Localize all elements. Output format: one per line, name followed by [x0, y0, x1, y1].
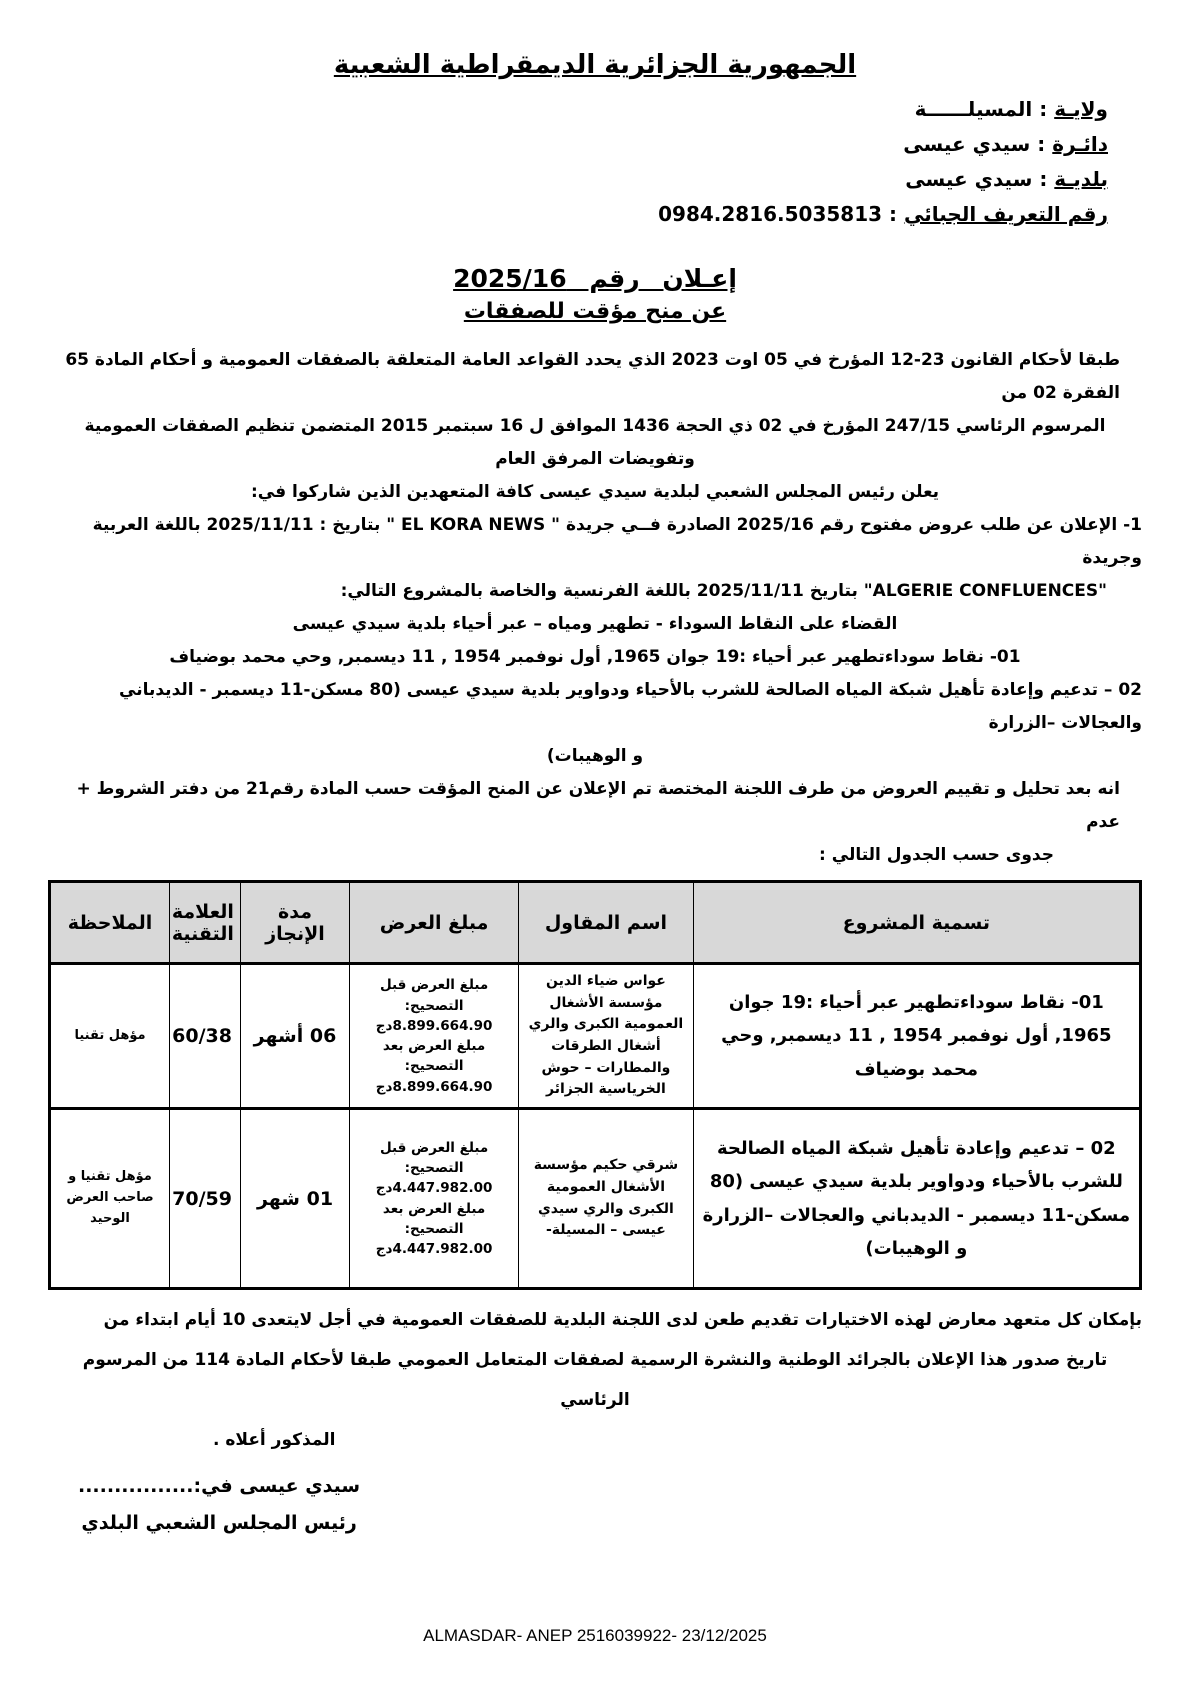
body-line: 01- نقاط سوداءتطهير عبر أحياء :19 جوان 1965, أول نوفمبر 1954 , 11 ديسمبر, وحي محمد بوضياف [169, 647, 1021, 667]
announcement-body [48, 344, 1142, 872]
table-row [50, 964, 1141, 1109]
commune-label: بلديـة [1054, 167, 1108, 191]
appeal-line: بإمكان كل متعهد معارض لهذه الاختيارات تقديم طعن لدى اللجنة البلدية للصفقات العمومية في أجل لايتعدى 10 أيام ابتداء من [103, 1310, 1142, 1331]
contractor-name-header: اسم المقاول [519, 882, 694, 964]
offer-amount-cell [350, 1109, 519, 1289]
amount-after-label: مبلغ العرض بعد التصحيح: [382, 1038, 486, 1075]
note-cell: مؤهل تقنيا و صاحب العرض الوحيد [50, 1109, 170, 1289]
note-cell: مؤهل تقنيا [50, 964, 170, 1109]
body-line: يعلن رئيس المجلس الشعبي لبلدية سيدي عيسى كافة المتعهدين الذين شاركوا في: [250, 482, 940, 502]
technical-mark-cell: 70/59 [170, 1109, 241, 1289]
note-header: الملاحظة [50, 882, 170, 964]
daira-separator: : [1030, 132, 1053, 156]
amount-after-label: مبلغ العرض بعد التصحيح: [382, 1200, 486, 1237]
daira-line [48, 127, 1108, 162]
daira-value: سيدي عيسى [903, 132, 1031, 156]
body-line: المرسوم الرئاسي 247/15 المؤرخ في 02 ذي الحجة 1436 الموافق ل 16 سبتمبر 2015 المتضمن تنظيم الصفقات العمومية وتفويضات المرفق العام [84, 416, 1106, 469]
republic-title: الجمهورية الجزائرية الديمقراطية الشعبية [333, 50, 857, 80]
body-line: 02 – تدعيم وإعادة تأهيل شبكة المياه الصالحة للشرب بالأحياء ودواوير بلدية سيدي عيسى (80 مسكن-11 ديسمبر - الديدباني والعجالات –الزرارة [119, 680, 1142, 733]
duration-cell: 06 أشهر [240, 964, 349, 1109]
project-name-cell: 02 – تدعيم وإعادة تأهيل شبكة المياه الصالحة للشرب بالأحياء ودواوير بلدية سيدي عيسى (80 مسكن-11 ديسمبر - الديدباني والعجالات –الزرارة و الوهيبات) [693, 1109, 1140, 1289]
body-line: طبقا لأحكام القانون 23-12 المؤرخ في 05 اوت 2023 الذي يحدد القواعد العامة المتعلقة بالصفقات العمومية و أحكام المادة 65 الفقرة 02 من [65, 350, 1120, 403]
amount-before-value: 4.447.982.00دج [375, 1180, 493, 1197]
signature-place-date: سيدي عيسى في:................ [78, 1475, 361, 1498]
appeal-line: تاريخ صدور هذا الإعلان بالجرائد الوطنية والنشرة الرسمية لصفقات المتعامل العمومي طبقا لأحكام المادة 114 من المرسوم الرئاسي [82, 1350, 1108, 1411]
body-line: جدوى حسب الجدول التالي : [819, 845, 1054, 865]
body-line: "ALGERIE CONFLUENCES" بتاريخ 2025/11/11 باللغة الفرنسية والخاصة بالمشروع التالي: [340, 581, 1107, 601]
body-line: انه بعد تحليل و تقييم العروض من طرف اللجنة المختصة تم الإعلان عن المنح المؤقت حسب المادة رقم21 من دفتر الشروط + عدم [76, 779, 1120, 832]
daira-label: دائـرة [1052, 132, 1108, 156]
tax-id-separator: : [882, 202, 904, 226]
offer-amount-header: مبلغ العرض [350, 882, 519, 964]
amount-before-label: مبلغ العرض قبل التصحيح: [379, 1139, 489, 1177]
wilaya-label: ولايـة [1054, 97, 1108, 121]
signature-title: رئيس المجلس الشعبي البلدي [81, 1512, 357, 1535]
table-row [50, 1109, 1141, 1289]
body-line: 1- الإعلان عن طلب عروض مفتوح رقم 2025/16 الصادرة فــي جريدة " EL KORA NEWS " بتاريخ : 2025/11/11 باللغة العربية وجريدة [92, 515, 1142, 568]
duration-header: مدة الإنجاز [240, 882, 349, 964]
amount-before-label: مبلغ العرض قبل التصحيح: [379, 977, 489, 1014]
technical-mark-header: العلامة التقنية [170, 882, 241, 964]
commune-separator: : [1032, 167, 1055, 191]
announcement-subject-text: عن منح مؤقت للصفقات [463, 299, 727, 324]
commune-line [48, 162, 1108, 197]
announcement-number-text: إعـلان رقم 2025/16 [453, 264, 737, 293]
contractor-name-cell: عواس ضياء الدين مؤسسة الأشغال العمومية الكبرى والري أشغال الطرقات والمطارات – حوش الخرياسية الجزائر [519, 964, 694, 1109]
appeal-paragraph [48, 1300, 1142, 1460]
project-name-header: تسمية المشروع [693, 882, 1140, 964]
tax-id-line [48, 197, 1108, 232]
amount-after-value: 4.447.982.00دج [375, 1241, 493, 1258]
table-header-row [50, 882, 1141, 964]
technical-mark-cell: 60/38 [170, 964, 241, 1109]
announcement-number-title [48, 264, 1142, 293]
project-name-cell: 01- نقاط سوداءتطهير عبر أحياء :19 جوان 1965, أول نوفمبر 1954 , 11 ديسمبر, وحي محمد بوضياف [693, 964, 1140, 1109]
commune-value: سيدي عيسى [905, 167, 1033, 191]
signature-block [78, 1468, 360, 1542]
administrative-header [48, 92, 1142, 232]
body-line: القضاء على النقاط السوداء - تطهير ومياه – عبر أحياء بلدية سيدي عيسى [292, 614, 898, 634]
wilaya-separator: : [1032, 97, 1055, 121]
appeal-line: المذكور أعلاه . [213, 1430, 336, 1451]
offer-amount-cell [350, 964, 519, 1109]
amount-before-value: 8.899.664.90دج [375, 1017, 493, 1034]
announcement-subject-title [48, 299, 1142, 324]
tax-id-label: رقم التعريف الجبائي [903, 202, 1108, 226]
contractor-name-cell: شرقي حكيم مؤسسة الأشغال العمومية الكبرى والري سيدي عيسى – المسيلة- [519, 1109, 694, 1289]
contracts-award-table [48, 880, 1142, 1290]
duration-cell: 01 شهر [240, 1109, 349, 1289]
body-line: و الوهيبات) [546, 746, 644, 766]
wilaya-line [48, 92, 1108, 127]
anep-reference: ALMASDAR- ANEP 2516039922- 23/12/2025 [423, 1626, 767, 1645]
tax-id-value: 0984.2816.5035813 [658, 202, 883, 226]
amount-after-value: 8.899.664.90دج [375, 1078, 493, 1095]
wilaya-value: المسيلــــــة [914, 97, 1033, 121]
